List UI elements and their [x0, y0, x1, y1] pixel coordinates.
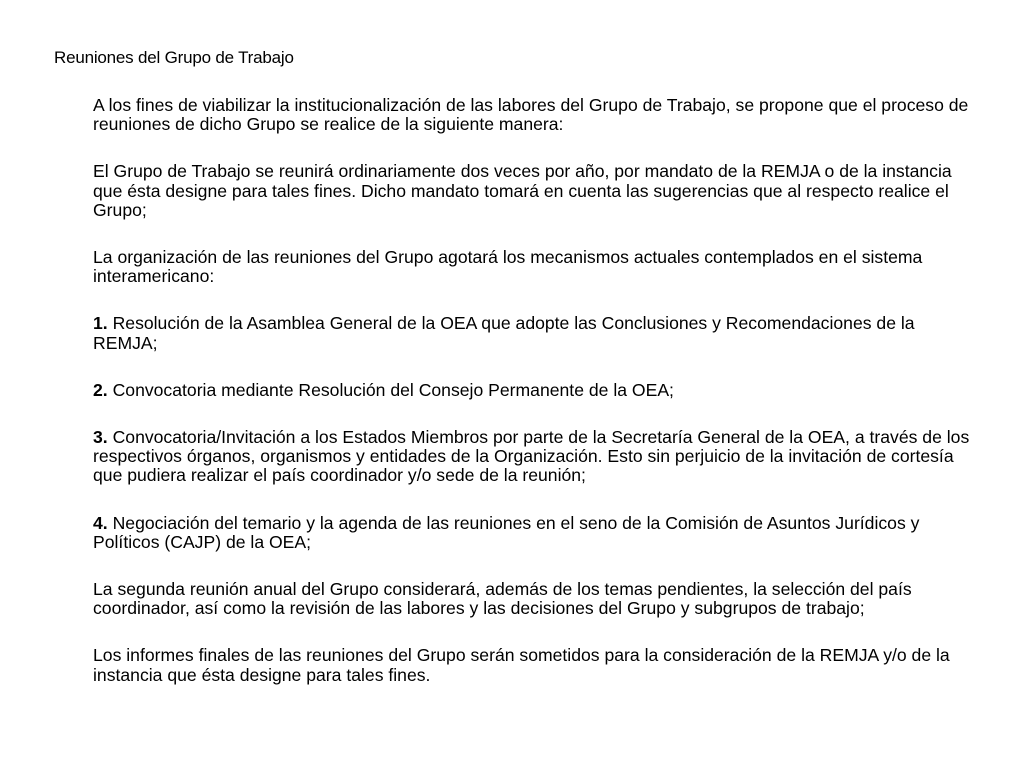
item-text: Resolución de la Asamblea General de la OEA que adopte las Conclusiones y Recomendaciones de la REMJA;	[93, 313, 915, 353]
item-text: Convocatoria mediante Resolución del Consejo Permanente de la OEA;	[112, 379, 674, 400]
paragraph-text: El Grupo de Trabajo se reunirá ordinariamente dos veces por año, por mandato de la REMJA o de la instancia que ésta designe para tales fines. Dicho mandato tomará en cuenta las sugerencias que al respecto realice el Grupo;	[93, 161, 952, 220]
paragraph-text: A los fines de viabilizar la institucionalización de las labores del Grupo de Trabajo, se propone que el proceso de reuniones de dicho Grupo se realice de la siguiente manera:	[93, 95, 969, 135]
item-text: Negociación del temario y la agenda de las reuniones en el seno de la Comisión de Asuntos Jurídicos y Políticos (CAJP) de la OEA;	[93, 512, 920, 552]
document-title: Reuniones del Grupo de Trabajo	[54, 48, 294, 67]
numbered-item-2	[93, 381, 973, 400]
intro-paragraph	[93, 96, 973, 134]
final-reports-paragraph	[93, 646, 973, 684]
item-number: 3.	[93, 427, 108, 448]
numbered-item-4	[93, 514, 973, 552]
paragraph-text: La organización de las reuniones del Grupo agotará los mecanismos actuales contemplados en el sistema interamericano:	[93, 247, 923, 287]
paragraph-text: Los informes finales de las reuniones del Grupo serán sometidos para la consideración de la REMJA y/o de la instancia que ésta designe para tales fines.	[93, 645, 950, 685]
organization-paragraph	[93, 248, 973, 286]
item-number: 1.	[93, 313, 108, 334]
numbered-item-1	[93, 314, 973, 352]
second-meeting-paragraph	[93, 580, 973, 618]
document-body	[93, 96, 973, 713]
item-number: 4.	[93, 512, 108, 533]
meeting-frequency-paragraph	[93, 162, 973, 220]
item-number: 2.	[93, 379, 108, 400]
paragraph-text: La segunda reunión anual del Grupo considerará, además de los temas pendientes, la selección del país coordinador, así como la revisión de las labores y las decisiones del Grupo y subgrupos de trabajo;	[93, 579, 912, 619]
numbered-item-3	[93, 428, 973, 486]
item-text: Convocatoria/Invitación a los Estados Miembros por parte de la Secretaría General de la OEA, a través de los respectivos órganos, organismos y entidades de la Organización. Esto sin perjuicio de la invitación de cortesía que pudiera realizar el país coordinador y/o sede de la reunión;	[93, 427, 970, 486]
